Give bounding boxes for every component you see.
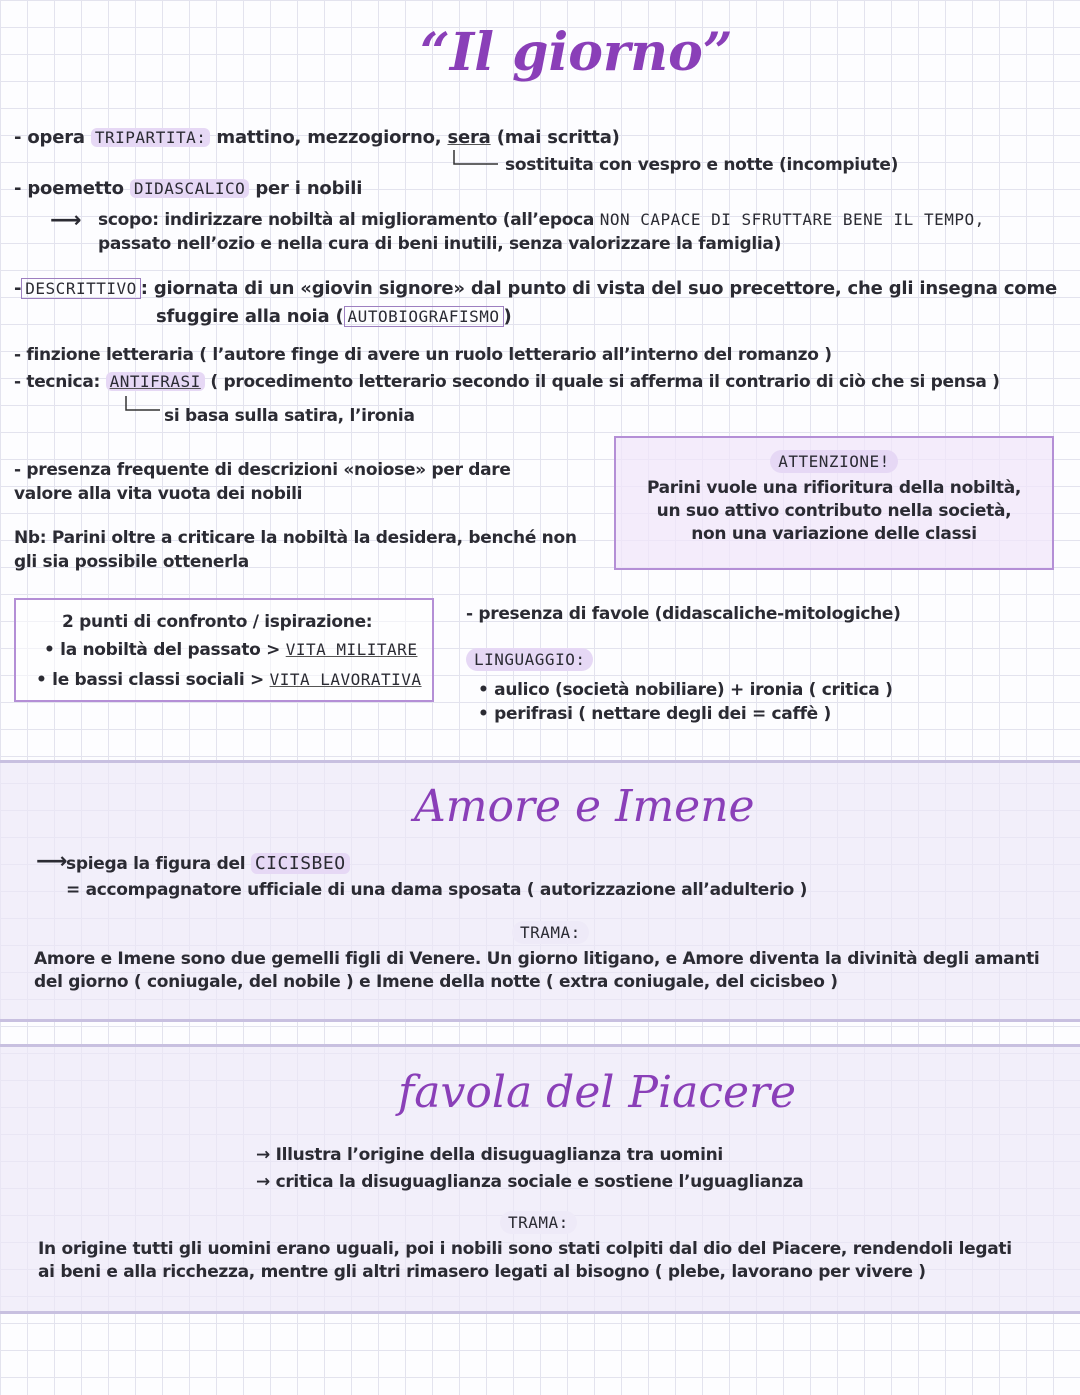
line-finzione: - finzione letteraria ( l’autore finge di avere un ruolo letterario all’interno del romanzo ) — [14, 345, 832, 365]
confronto-box — [14, 598, 434, 702]
amore-line-2: = accompagnatore ufficiale di una dama sposata ( autorizzazione all’adulterio ) — [66, 880, 808, 900]
line-descrittivo — [14, 278, 1057, 299]
line-opera-tripartita — [14, 127, 620, 148]
piacere-trama-line: In origine tutti gli uomini erano uguali, poi i nobili sono stati colpiti dal dio del Piacere, rendendoli legati — [38, 1239, 1012, 1259]
trama-label: TRAMA: — [500, 1211, 577, 1234]
line-descrittivo-2 — [156, 306, 512, 327]
line-nb-2: gli sia possibile ottenerla — [14, 552, 249, 572]
underlined-vita-lavorativa: VITA LAVORATIVA — [269, 670, 422, 689]
amore-section — [0, 760, 1080, 1022]
underlined-antifrasi: ANTIFRASI — [106, 372, 205, 391]
line-favole: - presenza di favole (didascaliche-mitologiche) — [466, 604, 901, 624]
text: ( procedimento letterario secondo il quale si afferma il contrario di ciò che si pensa ) — [204, 372, 1000, 392]
trama-label: TRAMA: — [512, 921, 589, 944]
line-poemetto-didascalico — [14, 178, 362, 199]
text: - — [14, 278, 22, 299]
text: • la nobiltà del passato > — [44, 640, 286, 660]
text: mattino, mezzogiorno, — [210, 127, 448, 148]
text: - opera — [14, 127, 91, 148]
piacere-line: → Illustra l’origine della disuguaglianza tra uomini — [256, 1145, 723, 1165]
amore-trama-line: del giorno ( coniugale, del nobile ) e Imene della notte ( extra coniugale, del cicisbeo ) — [34, 972, 838, 992]
highlight-tripartita: TRIPARTITA: — [91, 128, 210, 147]
line-tecnica — [14, 372, 1000, 392]
confronto-head: 2 punti di confronto / ispirazione: — [62, 612, 373, 632]
amore-trama-wrap — [512, 923, 589, 942]
text: : giornata di un «giovin signore» dal punto di vista del suo precettore, che gli insegna come — [140, 278, 1058, 299]
boxed-autobiografismo: AUTOBIOGRAFISMO — [344, 306, 504, 327]
text: (mai scritta) — [490, 127, 620, 148]
text: per i nobili — [249, 178, 363, 199]
text: spiega la figura del — [66, 854, 251, 874]
amore-line — [66, 853, 350, 874]
highlight-didascalico: DIDASCALICO — [130, 179, 249, 198]
text: • le bassi classi sociali > — [36, 670, 270, 690]
linguaggio-line: • perifrasi ( nettare degli dei = caffè ) — [478, 704, 831, 724]
amore-trama-line: Amore e Imene sono due gemelli figli di Venere. Un giorno litigano, e Amore diventa la divinità degli amanti — [34, 949, 1040, 969]
underlined-sera: sera — [447, 127, 491, 148]
line-sostituita: sostituita con vespro e notte (incompiute) — [505, 155, 899, 175]
caps-non-capace: NON CAPACE DI SFRUTTARE BENE IL TEMPO, — [599, 210, 985, 229]
linguaggio-line: • aulico (società nobiliare) + ironia ( critica ) — [478, 680, 893, 700]
piacere-section — [0, 1044, 1080, 1314]
confronto-item — [36, 670, 422, 690]
bracket-connector — [452, 150, 502, 170]
text: sfuggire alla noia ( — [156, 306, 344, 327]
bracket-connector — [124, 396, 164, 416]
boxed-descrittivo: DESCRITTIVO — [21, 278, 140, 299]
line-scopo-2: passato nell’ozio e nella cura di beni inutili, senza valorizzare la famiglia) — [98, 234, 782, 254]
attenzione-line: non una variazione delle classi — [691, 524, 977, 544]
text: ) — [503, 306, 512, 327]
line-scopo — [98, 210, 985, 230]
underlined-vita-militare: VITA MILITARE — [285, 640, 418, 659]
text: scopo: indirizzare nobiltà al miglioramento (all’epoca — [98, 210, 600, 230]
confronto-item — [44, 640, 417, 660]
highlight-cicisbeo: CICISBEO — [251, 853, 350, 874]
amore-title: Amore e Imene — [414, 781, 755, 832]
page-title: “Il giorno” — [420, 22, 733, 83]
arrow-icon: ⟶ — [50, 208, 82, 233]
line-nb: Nb: Parini oltre a criticare la nobiltà la desidera, benché non — [14, 528, 577, 548]
line-descrizioni: - presenza frequente di descrizioni «noiose» per dare — [14, 460, 511, 480]
piacere-trama-line: ai beni e alla ricchezza, mentre gli altri rimasero legati al bisogno ( plebe, lavorano per vivere ) — [38, 1262, 926, 1282]
text: - tecnica: — [14, 372, 106, 392]
line-descrizioni-2: valore alla vita vuota dei nobili — [14, 484, 303, 504]
linguaggio-label-wrap — [466, 650, 593, 669]
line-satira: si basa sulla satira, l’ironia — [164, 406, 415, 426]
attenzione-label: ATTENZIONE! — [770, 450, 897, 473]
piacere-line: → critica la disuguaglianza sociale e sostiene l’uguaglianza — [256, 1172, 804, 1192]
text: - poemetto — [14, 178, 130, 199]
attenzione-box — [614, 436, 1054, 570]
piacere-trama-wrap — [500, 1213, 577, 1232]
attenzione-line: Parini vuole una rifioritura della nobiltà, — [646, 478, 1022, 498]
piacere-title: favola del Piacere — [398, 1067, 797, 1118]
arrow-icon: ⟶ — [36, 849, 68, 874]
attenzione-line: un suo attivo contributo nella società, — [656, 501, 1012, 521]
linguaggio-label: LINGUAGGIO: — [466, 648, 593, 671]
